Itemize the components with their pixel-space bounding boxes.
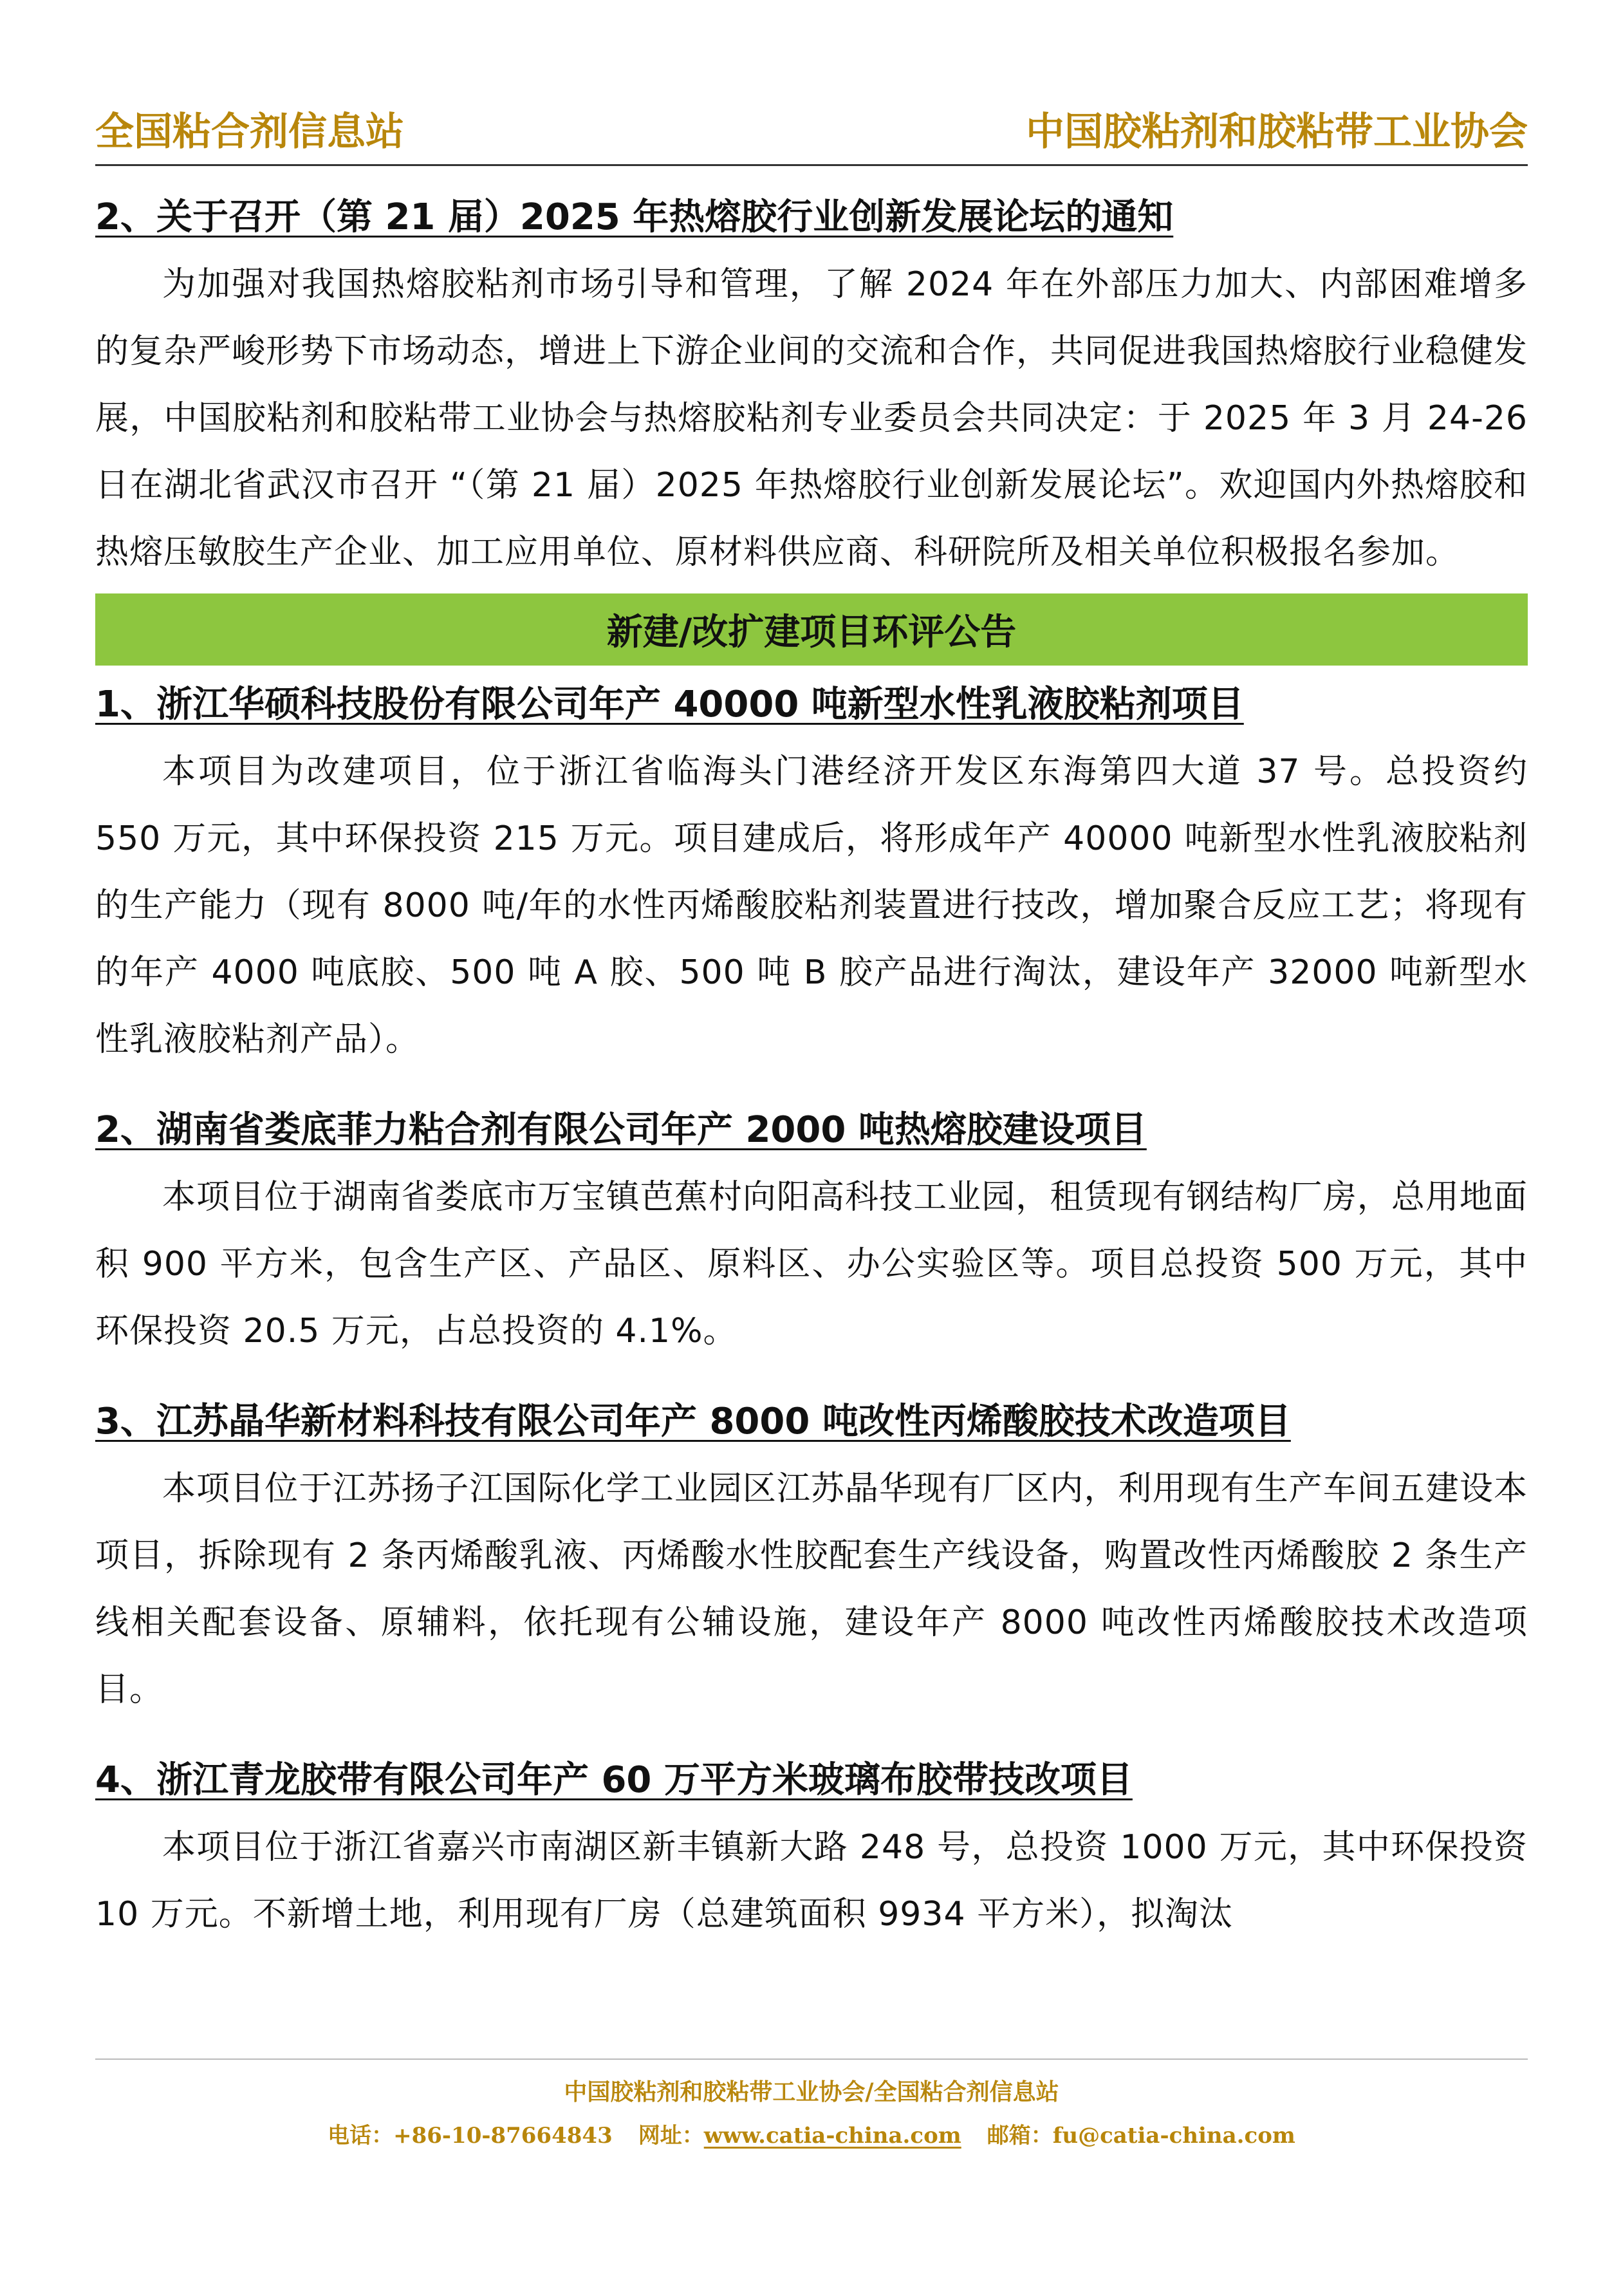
notice-body: 为加强对我国热熔胶粘剂市场引导和管理，了解 2024 年在外部压力加大、内部困难增多的复杂严峻形势下市场动态，增进上下游企业间的交流和合作，共同促进我国热熔胶行业稳健发展，中国胶粘剂和胶粘带工业协会与热熔胶粘剂专业委员会共同决定：于 2025 年 3 月 24-26 日在湖北省武汉市召开 “（第 21 届）2025 年热熔胶行业创新发展论坛”。欢迎国内外热熔胶和热熔压敏胶生产企业、加工应用单位、原材料供应商、科研院所及相关单位积极报名参加。: [95, 265, 1528, 572]
notice-title: 2、关于召开（第 21 届）2025 年热熔胶行业创新发展论坛的通知: [95, 196, 1174, 238]
project-body: 本项目位于湖南省娄底市万宝镇芭蕉村向阳高科技工业园，租赁现有钢结构厂房，总用地面积 900 平方米，包含生产区、产品区、原料区、办公实验区等。项目总投资 500 万元，其中环保投资 20.5 万元，占总投资的 4.1%。: [95, 1178, 1528, 1350]
footer-divider: [95, 2058, 1528, 2060]
footer-website-label: 网址：: [638, 2123, 704, 2149]
footer-contact: [0, 2118, 1623, 2149]
spacer: [95, 1365, 1528, 1388]
section-banner: 新建/改扩建项目环评公告: [95, 593, 1528, 666]
project-body: 本项目为改建项目，位于浙江省临海头门港经济开发区东海第四大道 37 号。总投资约 550 万元，其中环保投资 215 万元。项目建成后，将形成年产 40000 吨新型水性乳液胶粘剂的生产能力（现有 8000 吨/年的水性丙烯酸胶粘剂装置进行技改，增加聚合反应工艺；将现有的年产 4000 吨底胶、500 吨 A 胶、500 吨 B 胶产品进行淘汰，建设年产 32000 吨新型水性乳液胶粘剂产品）。: [95, 752, 1528, 1059]
footer-phone: 电话：+86-10-87664843: [328, 2123, 613, 2149]
footer-organization: 中国胶粘剂和胶粘带工业协会/全国粘合剂信息站: [564, 2078, 1059, 2105]
header-divider: [95, 164, 1528, 166]
project-body: 本项目位于浙江省嘉兴市南湖区新丰镇新大路 248 号，总投资 1000 万元，其中环保投资 10 万元。不新增土地，利用现有厂房（总建筑面积 9934 平方米），拟淘汰: [95, 1828, 1528, 1934]
project-title: 3、江苏晶华新材料科技有限公司年产 8000 吨改性丙烯酸胶技术改造项目: [95, 1401, 1291, 1442]
footer-website-link[interactable]: www.catia-china.com: [703, 2123, 961, 2149]
project-body: 本项目位于江苏扬子江国际化学工业园区江苏晶华现有厂区内，利用现有生产车间五建设本项目，拆除现有 2 条丙烯酸乳液、丙烯酸水性胶配套生产线设备，购置改性丙烯酸胶 2 条生产线相关配套设备、原辅料，依托现有公辅设施，建设年产 8000 吨改性丙烯酸胶技术改造项目。: [95, 1470, 1528, 1709]
project-title: 1、浙江华硕科技股份有限公司年产 40000 吨新型水性乳液胶粘剂项目: [95, 684, 1244, 725]
header-association-name: 中国胶粘剂和胶粘带工业协会: [1026, 109, 1528, 154]
spacer: [95, 1723, 1528, 1746]
header-site-name: 全国粘合剂信息站: [95, 109, 404, 154]
project-title: 2、湖南省娄底菲力粘合剂有限公司年产 2000 吨热熔胶建设项目: [95, 1109, 1147, 1151]
project-title: 4、浙江青龙胶带有限公司年产 60 万平方米玻璃布胶带技改项目: [95, 1759, 1133, 1801]
footer-email[interactable]: 邮箱：fu@catia-china.com: [987, 2123, 1295, 2149]
spacer: [95, 1073, 1528, 1096]
page-content: [95, 183, 1528, 1948]
